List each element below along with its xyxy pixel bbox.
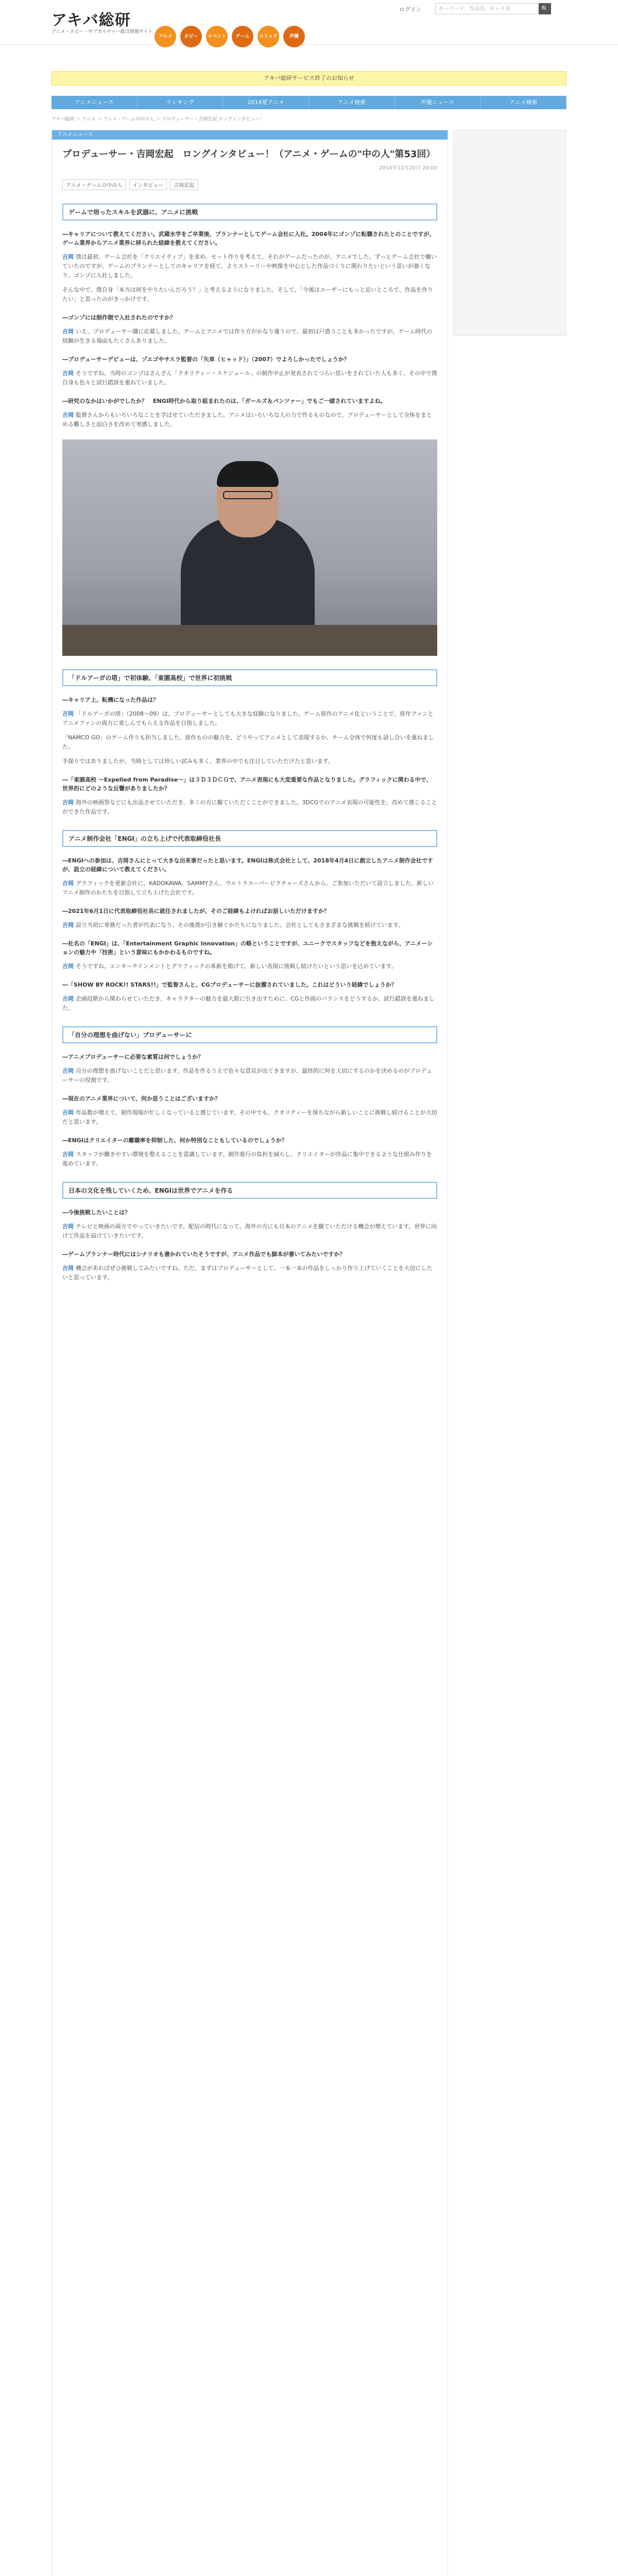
interview-answer bbox=[62, 369, 437, 387]
sidebar bbox=[453, 130, 566, 336]
answer-text: そんな中で、僕自身「本当は何をやりたいんだろう？」と考えるようになりました。そして、「今後はユーザーにもっと近いところで、作品を作りたい」と思ったのがきっかけです。 bbox=[62, 286, 433, 302]
interview-question: ―「東園高校 ～Expelled from Paradise～」は３Ｄ３ＤＣＧで、アニメ表現にも大変重要な作品となりました。グラフィックに関わる中で、世界的にどのような反響がありましたか？ bbox=[62, 776, 432, 792]
answer-text: スタッフが働きやすい環境を整えることを意識しています。制作進行の負担を減らし、クリエイターが作品に集中できるような仕組み作りを進めています。 bbox=[62, 1151, 432, 1167]
category-circle[interactable]: イベント bbox=[206, 26, 228, 47]
answer-text: 「NAMCO GO」のゲーム作りも担当しました。原作ものの魅力を、どうやってアニメとして表現するか、チーム全体で何度も話し合いを重ねました。 bbox=[62, 734, 434, 750]
nav-item[interactable]: アニメ検索 bbox=[309, 96, 395, 109]
speaker-name: 吉岡 bbox=[62, 995, 74, 1002]
interview-question: ―ゴンゾには制作側で入社されたのですか？ bbox=[62, 314, 176, 321]
article-category: アニメニュース bbox=[52, 130, 448, 140]
interview-question: ―ゲームプランナー時代にはシナリオも書かれていたそうですが、アニメ作品でも脚本が書いてみたいですか？ bbox=[62, 1251, 346, 1258]
answer-text: 監督さんからもいろいろなことを学ばせていただきました。アニメはいろいろな人の力で作るものなので、プロデューサーとして全体をまとめる難しさと面白さを改めて実感しました。 bbox=[62, 412, 432, 428]
interview-answer bbox=[62, 1108, 437, 1127]
nav-item[interactable]: ランキング bbox=[138, 96, 224, 109]
interview-question: ―社名の「ENGI」は、「Entertainment Graphic Innovation」の略ということですが、ユニークでスタッフなどを抱えながら、アニメーションの魅力や「技術」という意味にもかかわるものですね。 bbox=[62, 940, 433, 956]
site-tagline: アニメ・ホビー・サブカルチャー総合情報サイト bbox=[52, 29, 153, 35]
interview-question: ―研究のなかはいかがでしたか？ ENGI時代から取り組まれたのは、「ガールズ＆パンツァー」でもご一緒されていますよね。 bbox=[62, 398, 386, 404]
interview-answer bbox=[62, 994, 437, 1013]
category-circle[interactable]: 声優 bbox=[283, 26, 305, 47]
interview-question: ―現在のアニメ業界について、何か思うことはございますか？ bbox=[62, 1095, 221, 1102]
interview-question: ―2021年6月1日に代表取締役社長に就任されましたが、そのご経緯もよければお話しいただけますか？ bbox=[62, 908, 330, 914]
speaker-name: 吉岡 bbox=[62, 1067, 74, 1074]
article-body bbox=[52, 204, 448, 1282]
category-circle[interactable]: アニメ bbox=[154, 26, 176, 47]
service-notice-banner[interactable]: アキバ総研サービス終了のお知らせ bbox=[52, 71, 566, 86]
answer-text: 自分の理想を曲げないことだと思います。作品を作るうえで色々な意見が出てきますが、最終的に何を大切にするのかを決めるのがプロデューサーの役割です。 bbox=[62, 1067, 432, 1083]
interview-answer bbox=[62, 1264, 437, 1282]
search-input[interactable]: キーワード、作品名、キャラ名 bbox=[435, 3, 538, 14]
interview-answer bbox=[62, 327, 437, 346]
answer-text: いえ、プロデューサー職に応募しました。ゲームとアニメでは作り方がかなり違うので、最初は戸惑うことも多かったですが、ゲーム時代の経験が生きる場面もたくさんありました。 bbox=[62, 328, 433, 344]
speaker-name: 吉岡 bbox=[62, 1223, 74, 1230]
interview-answer bbox=[62, 798, 437, 817]
answer-text: 機会があればぜひ挑戦してみたいですね。ただ、まずはプロデューサーとして、一本一本の作品をしっかり作り上げていくことを大切にしたいと思っています。 bbox=[62, 1265, 433, 1281]
speaker-name: 吉岡 bbox=[62, 710, 74, 717]
interview-answer bbox=[62, 1150, 437, 1168]
speaker-name: 吉岡 bbox=[62, 1151, 74, 1158]
category-circles bbox=[154, 26, 305, 47]
answer-text: そうですね。当時のゴンゾはさんざん「クオリティー・スケジュール」の制作中止が発表されてつらい思いをされていた人も多く、その中で僕自身も色々と試行錯誤を重ねていました。 bbox=[62, 370, 438, 386]
site-logo[interactable]: アキバ総研 bbox=[52, 11, 131, 29]
interview-photo[interactable] bbox=[62, 439, 437, 656]
search-icon[interactable]: 🔍 bbox=[539, 3, 551, 14]
interview-answer bbox=[62, 709, 437, 728]
answer-text: そうですね。エンターテインメントとグラフィックの革新を掲げて、新しい表現に挑戦し続けたいという思いを込めています。 bbox=[76, 963, 397, 970]
interview-answer bbox=[62, 757, 437, 766]
answer-text: 「ドルアーガの塔」（2008〜09）は、プロデューサーとしても大きな経験になりました。ゲーム原作のアニメ化ということで、原作ファンとアニメファンの両方に楽しんでもらえる作品を目指しました。 bbox=[62, 710, 434, 726]
sidebar-ad-slot[interactable] bbox=[453, 130, 566, 336]
answer-text: 海外の映画祭などにも出品させていただき、多くの方に観ていただくことができました。3DCGでのアニメ表現の可能性を、改めて感じることができた作品です。 bbox=[62, 799, 437, 815]
section-heading: 日本の文化を残していくため、ENGIは世界でアニメを作る bbox=[62, 1182, 437, 1199]
nav-item[interactable]: アニメ検索 bbox=[480, 96, 566, 109]
answer-text: 僕は最初、ゲーム会社を「クリエイティブ」を求め、セット作りを考えて、それがゲームだったのが、アニメでした。ずっとゲーム会社で働いていたのですが、ゲームのプランナーとしてのキャリアを経て、よりストーリーや映像を中心とした作品づくりに関わりたいという思いが強くなり、ゴンゾに入社しました。 bbox=[62, 253, 437, 279]
speaker-name: 吉岡 bbox=[62, 253, 74, 260]
speaker-name: 吉岡 bbox=[62, 1265, 74, 1272]
interview-answer bbox=[62, 252, 437, 280]
answer-text: グラフィックを更新会社に、KADOKAWA、SAMMYさん、ウルトラスーパーピクチャーズさんから、ご参加いただいて設立しました。新しいアニメ制作のかたちを目指して立ち上げた会社です。 bbox=[62, 880, 434, 896]
answer-text: 手探りではありましたが、当時としては珍しい試みも多く、業界の中でも注目していただけたと思います。 bbox=[62, 758, 334, 765]
interview-question: ―プロデューサーデビューは、ゾエゴやサスラ監督の「矢車（ヒャッド）」（2007）でよろしかったでしょうか？ bbox=[62, 356, 350, 363]
interview-answer bbox=[62, 879, 437, 897]
interview-question: ―「SHOW BY ROCK!! STARS!!」で監督さんと、CGプロデューサーに抜擢されていました。これはどういう経緯でしょうか？ bbox=[62, 981, 397, 988]
tag-link[interactable]: 吉岡宏起 bbox=[170, 179, 198, 190]
speaker-name: 吉岡 bbox=[62, 1109, 74, 1116]
tag-link[interactable]: アニメ・ゲームの中の人 bbox=[62, 179, 126, 190]
interview-question: ―ENGIはクリエイターの離職率を抑制した、何か特別なこともしているのでしょうか？ bbox=[62, 1137, 287, 1144]
breadcrumb[interactable]: アキバ総研 ＞ アニメ ＞ アニメ・ゲームの中の人 ＞ プロデューサー・吉岡宏起 ロングインタビュー！ bbox=[52, 117, 265, 122]
answer-text: 作品数が増えて、制作現場が忙しくなっていると感じています。その中でも、クオリティーを保ちながら新しいことに挑戦し続けることが大切だと思います。 bbox=[62, 1109, 437, 1125]
speaker-name: 吉岡 bbox=[62, 963, 74, 970]
article-date: 2014年12月20日 20:00 bbox=[379, 165, 437, 171]
section-heading: 「ドルアーガの塔」で初体験、「東園高校」で世界に初挑戦 bbox=[62, 669, 437, 686]
category-circle[interactable]: ゲーム bbox=[232, 26, 253, 47]
category-circle[interactable]: ホビー bbox=[180, 26, 202, 47]
nav-item[interactable]: 声優ニュース bbox=[395, 96, 481, 109]
interview-question: ―ENGIへの参加は、吉岡さんにとって大きな出来事だったと思います。ENGIは株式会社として、2018年4月4日に創立したアニメ制作会社ですが、設立の経緯について教えてください。 bbox=[62, 857, 433, 873]
answer-text: 設立当初に専務だった者が代表になり、その後僕が引き継ぐかたちになりました。会社としてもさまざまな挑戦を続けています。 bbox=[76, 922, 404, 928]
speaker-name: 吉岡 bbox=[62, 328, 74, 335]
speaker-name: 吉岡 bbox=[62, 799, 74, 806]
interview-question: ―キャリア上、転機になった作品は？ bbox=[62, 697, 159, 703]
nav-item[interactable]: 2014夏アニメ bbox=[223, 96, 309, 109]
answer-text: テレビと映画の両方でやっていきたいです。配信の時代になって、海外の方にも日本のアニメを観ていただける機会が増えています。世界に向けて作品を届けていきたいです。 bbox=[62, 1223, 437, 1239]
interview-question: ―今後挑戦したいことは？ bbox=[62, 1209, 130, 1216]
speaker-name: 吉岡 bbox=[62, 922, 74, 928]
section-heading: ゲームで培ったスキルを武器に、アニメに挑戦 bbox=[62, 204, 437, 221]
speaker-name: 吉岡 bbox=[62, 370, 74, 377]
tag-link[interactable]: インタビュー bbox=[129, 179, 167, 190]
speaker-name: 吉岡 bbox=[62, 412, 74, 418]
interview-answer bbox=[62, 1222, 437, 1241]
section-heading: 「自分の理想を曲げない」プロデューサーに bbox=[62, 1026, 437, 1043]
interview-answer bbox=[62, 921, 437, 930]
interview-answer bbox=[62, 962, 437, 971]
main-nav bbox=[52, 96, 566, 109]
interview-answer bbox=[62, 285, 437, 304]
interview-question: ―キャリアについて教えてください。武蔵水学をご卒業後、プランナーとしてゲーム会社に入社。2004年にゴンゾに転職されたとのことですが、ゲーム業界からアニメ業界に移られた経緯を教えてください。 bbox=[62, 231, 435, 246]
interview-answer bbox=[62, 1066, 437, 1085]
interview-answer bbox=[62, 733, 437, 752]
article-tags bbox=[62, 179, 437, 190]
interview-answer bbox=[62, 411, 437, 429]
article-title: プロデューサー・吉岡宏起 ロングインタビュー！（アニメ・ゲームの"中の人"第53回） bbox=[62, 149, 436, 160]
login-link[interactable]: ログイン bbox=[399, 6, 422, 13]
speaker-name: 吉岡 bbox=[62, 880, 74, 887]
section-heading: アニメ制作会社「ENGI」の立ち上げで代表取締役社長 bbox=[62, 830, 437, 847]
nav-item[interactable]: アニメニュース bbox=[52, 96, 138, 109]
article bbox=[52, 130, 448, 2576]
interview-question: ―アニメプロデューサーに必要な素質は何でしょうか？ bbox=[62, 1054, 204, 1060]
answer-text: 企画段階から関わらせていただき、キャラクターの魅力を最大限に引き出すために、CGと作画のバランスをどうするか、試行錯誤を重ねました。 bbox=[62, 995, 435, 1011]
category-circle[interactable]: コミック bbox=[258, 26, 279, 47]
site-header bbox=[0, 0, 618, 45]
